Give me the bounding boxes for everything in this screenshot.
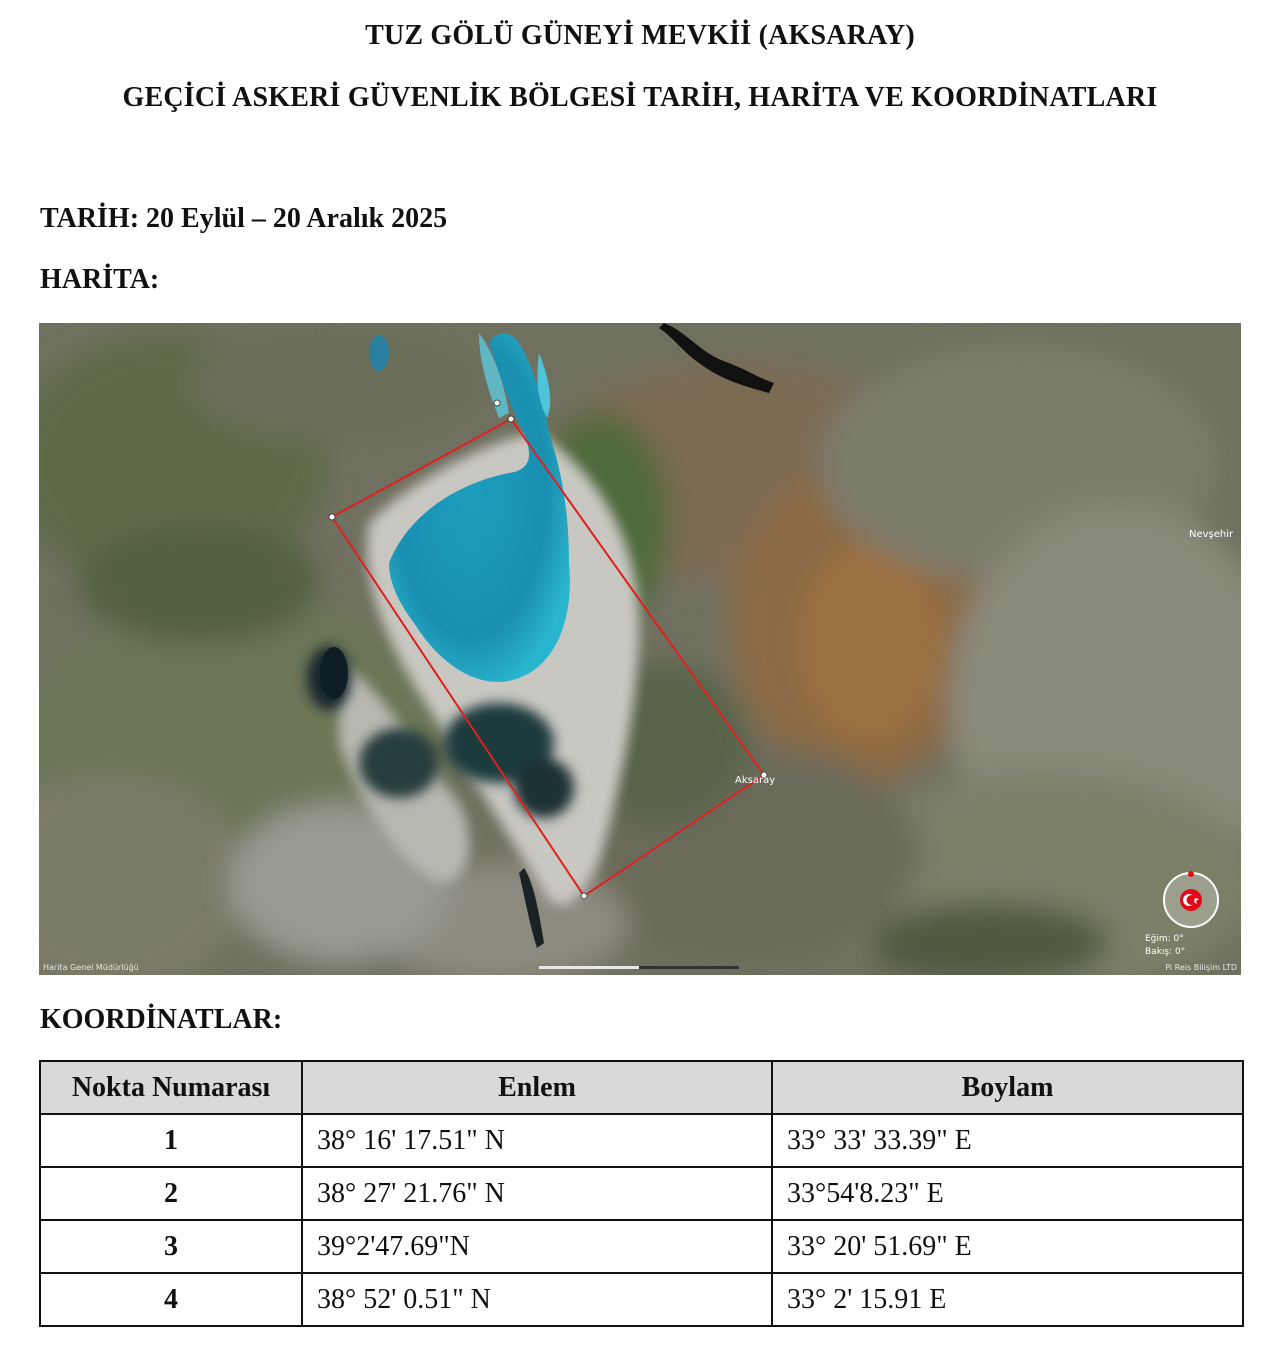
coordinates-heading: KOORDİNATLAR: xyxy=(40,1004,283,1035)
compass-heading-readout: Bakış: 0° xyxy=(1145,947,1186,957)
date-label: TARİH: 20 Eylül – 20 Aralık 2025 xyxy=(40,203,448,234)
latitude-cell: 38° 27' 21.76" N xyxy=(302,1167,772,1220)
point-number: 4 xyxy=(40,1273,302,1326)
latitude-cell: 38° 52' 0.51" N xyxy=(302,1273,772,1326)
place-label-aksaray: Aksaray xyxy=(735,775,776,786)
document-title: TUZ GÖLÜ GÜNEYİ MEVKİİ (AKSARAY) xyxy=(365,20,915,51)
attribution-left: Harita Genel Müdürlüğü xyxy=(43,963,139,972)
header-longitude: Boylam xyxy=(772,1061,1243,1114)
small-lake xyxy=(320,647,348,699)
coordinates-table xyxy=(39,1060,1244,1327)
table-header-row xyxy=(40,1061,1243,1114)
longitude-cell: 33°54'8.23" E xyxy=(772,1167,1243,1220)
table-row xyxy=(40,1273,1243,1326)
table-row xyxy=(40,1220,1243,1273)
table-row xyxy=(40,1114,1243,1167)
latitude-cell: 38° 16' 17.51" N xyxy=(302,1114,772,1167)
satellite-map[interactable] xyxy=(39,323,1241,975)
compass-tilt-readout: Eğim: 0° xyxy=(1145,934,1184,944)
scale-bar xyxy=(539,966,739,969)
compass-icon[interactable] xyxy=(1164,871,1218,927)
attribution-right: Pi Reis Bilişim LTD xyxy=(1165,963,1237,972)
point-number: 1 xyxy=(40,1114,302,1167)
place-label-nevsehir: Nevşehir xyxy=(1189,529,1234,540)
header-latitude: Enlem xyxy=(302,1061,772,1114)
table-row xyxy=(40,1167,1243,1220)
latitude-cell: 39°2'47.69"N xyxy=(302,1220,772,1273)
document-subtitle: GEÇİCİ ASKERİ GÜVENLİK BÖLGESİ TARİH, HARİTA VE KOORDİNATLARI xyxy=(122,82,1158,113)
longitude-cell: 33° 2' 15.91 E xyxy=(772,1273,1243,1326)
longitude-cell: 33° 33' 33.39" E xyxy=(772,1114,1243,1167)
point-number: 3 xyxy=(40,1220,302,1273)
map-heading: HARİTA: xyxy=(40,264,160,295)
longitude-cell: 33° 20' 51.69" E xyxy=(772,1220,1243,1273)
small-lake xyxy=(369,335,389,371)
header-point-number: Nokta Numarası xyxy=(40,1061,302,1114)
point-number: 2 xyxy=(40,1167,302,1220)
map-svg xyxy=(39,323,1241,975)
